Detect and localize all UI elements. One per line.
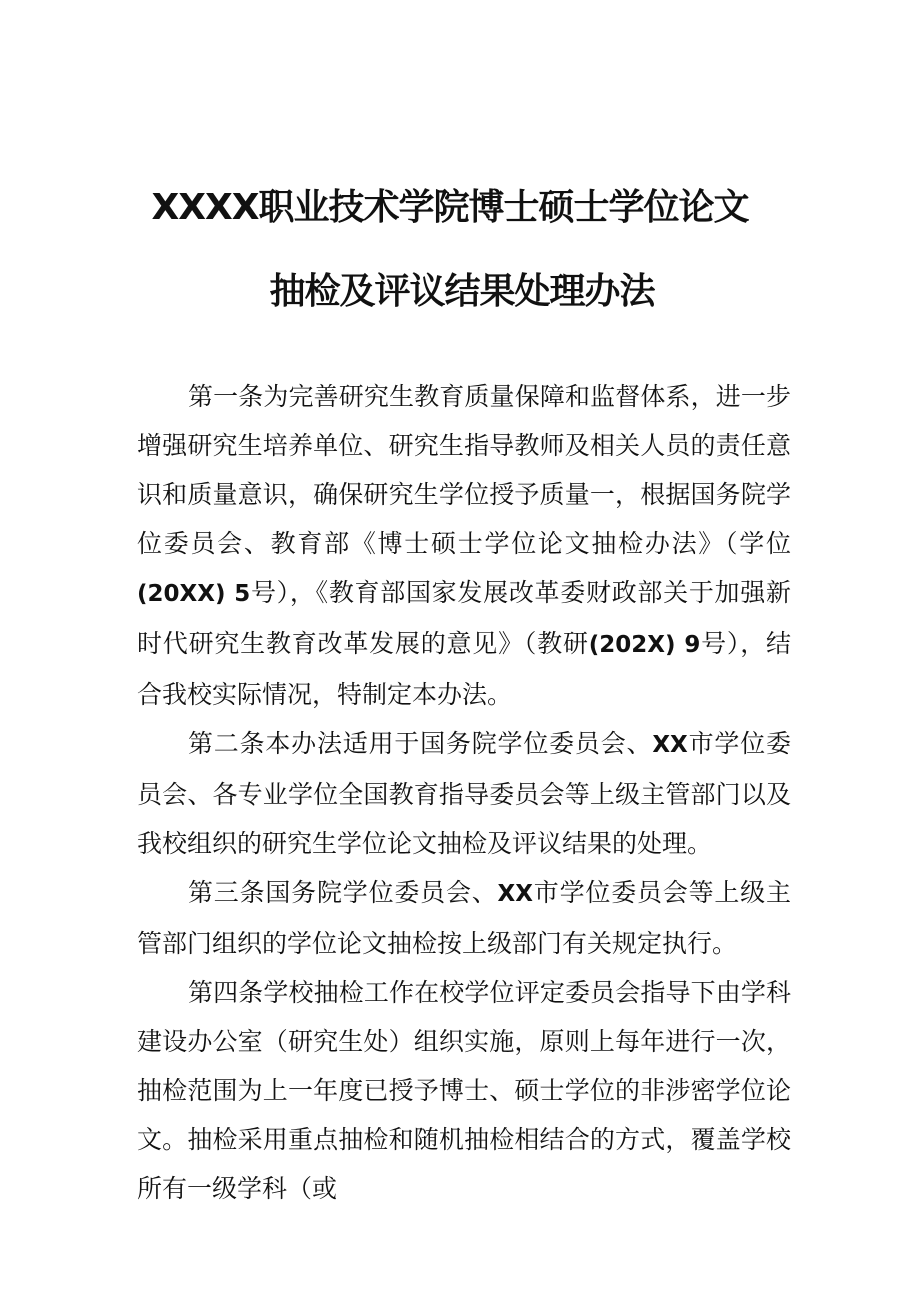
text-segment: 第二条本办法适用于国务院学位委员会、 (188, 729, 653, 758)
text-segment: 第四条学校抽检工作在校学位评定委员会指导下由学科建设办公室（研究生处）组织实施，原则上每年进行一次，抽检范围为上一年度已授予博士、硕士学位的非涉密学位论文。抽检采用重点抽检和随机抽检相结合的方式，覆盖学校所有一级学科（或 (137, 978, 791, 1203)
article-2-paragraph (137, 719, 791, 868)
text-segment: 第一条为完善研究生教育质量保障和监督体系，进一步增强研究生培养单位、研究生指导教师及相关人员的责任意识和质量意识，确保研究生学位授予质量一，根据国务院学位委员会、教育部《博士硕士学位论文抽检办法》（学位 (137, 382, 791, 558)
article-3-paragraph (137, 868, 791, 968)
text-segment: 号），结合我校实际情况，特制定本办法。 (137, 629, 791, 709)
bold-segment: (20XX) 5 (137, 581, 251, 607)
article-1-paragraph (137, 372, 791, 719)
bold-segment: (202X) 9 (588, 632, 701, 658)
text-segment: 号），《教育部国家发展改革委财政部关于加强新时代研究生教育改革发展的意见》（教研 (137, 578, 791, 658)
text-segment: 市学位委员会等上级主管部门组织的学位论文抽检按上级部门有关规定执行。 (137, 878, 791, 958)
document-title-line-2: 抽检及评议结果处理办法 (269, 271, 655, 312)
bold-segment: XX (497, 881, 534, 907)
article-4-paragraph (137, 968, 791, 1213)
text-segment: 市学位委员会、各专业学位全国教育指导委员会等上级主管部门以及我校组织的研究生学位论文抽检及评议结果的处理。 (137, 729, 791, 858)
bold-segment: XX (652, 732, 688, 758)
document-title-line-1: XXXX职业技术学院博士硕士学位论文 (151, 187, 749, 228)
text-segment: 第三条国务院学位委员会、 (188, 878, 498, 907)
document-body (137, 372, 791, 1213)
